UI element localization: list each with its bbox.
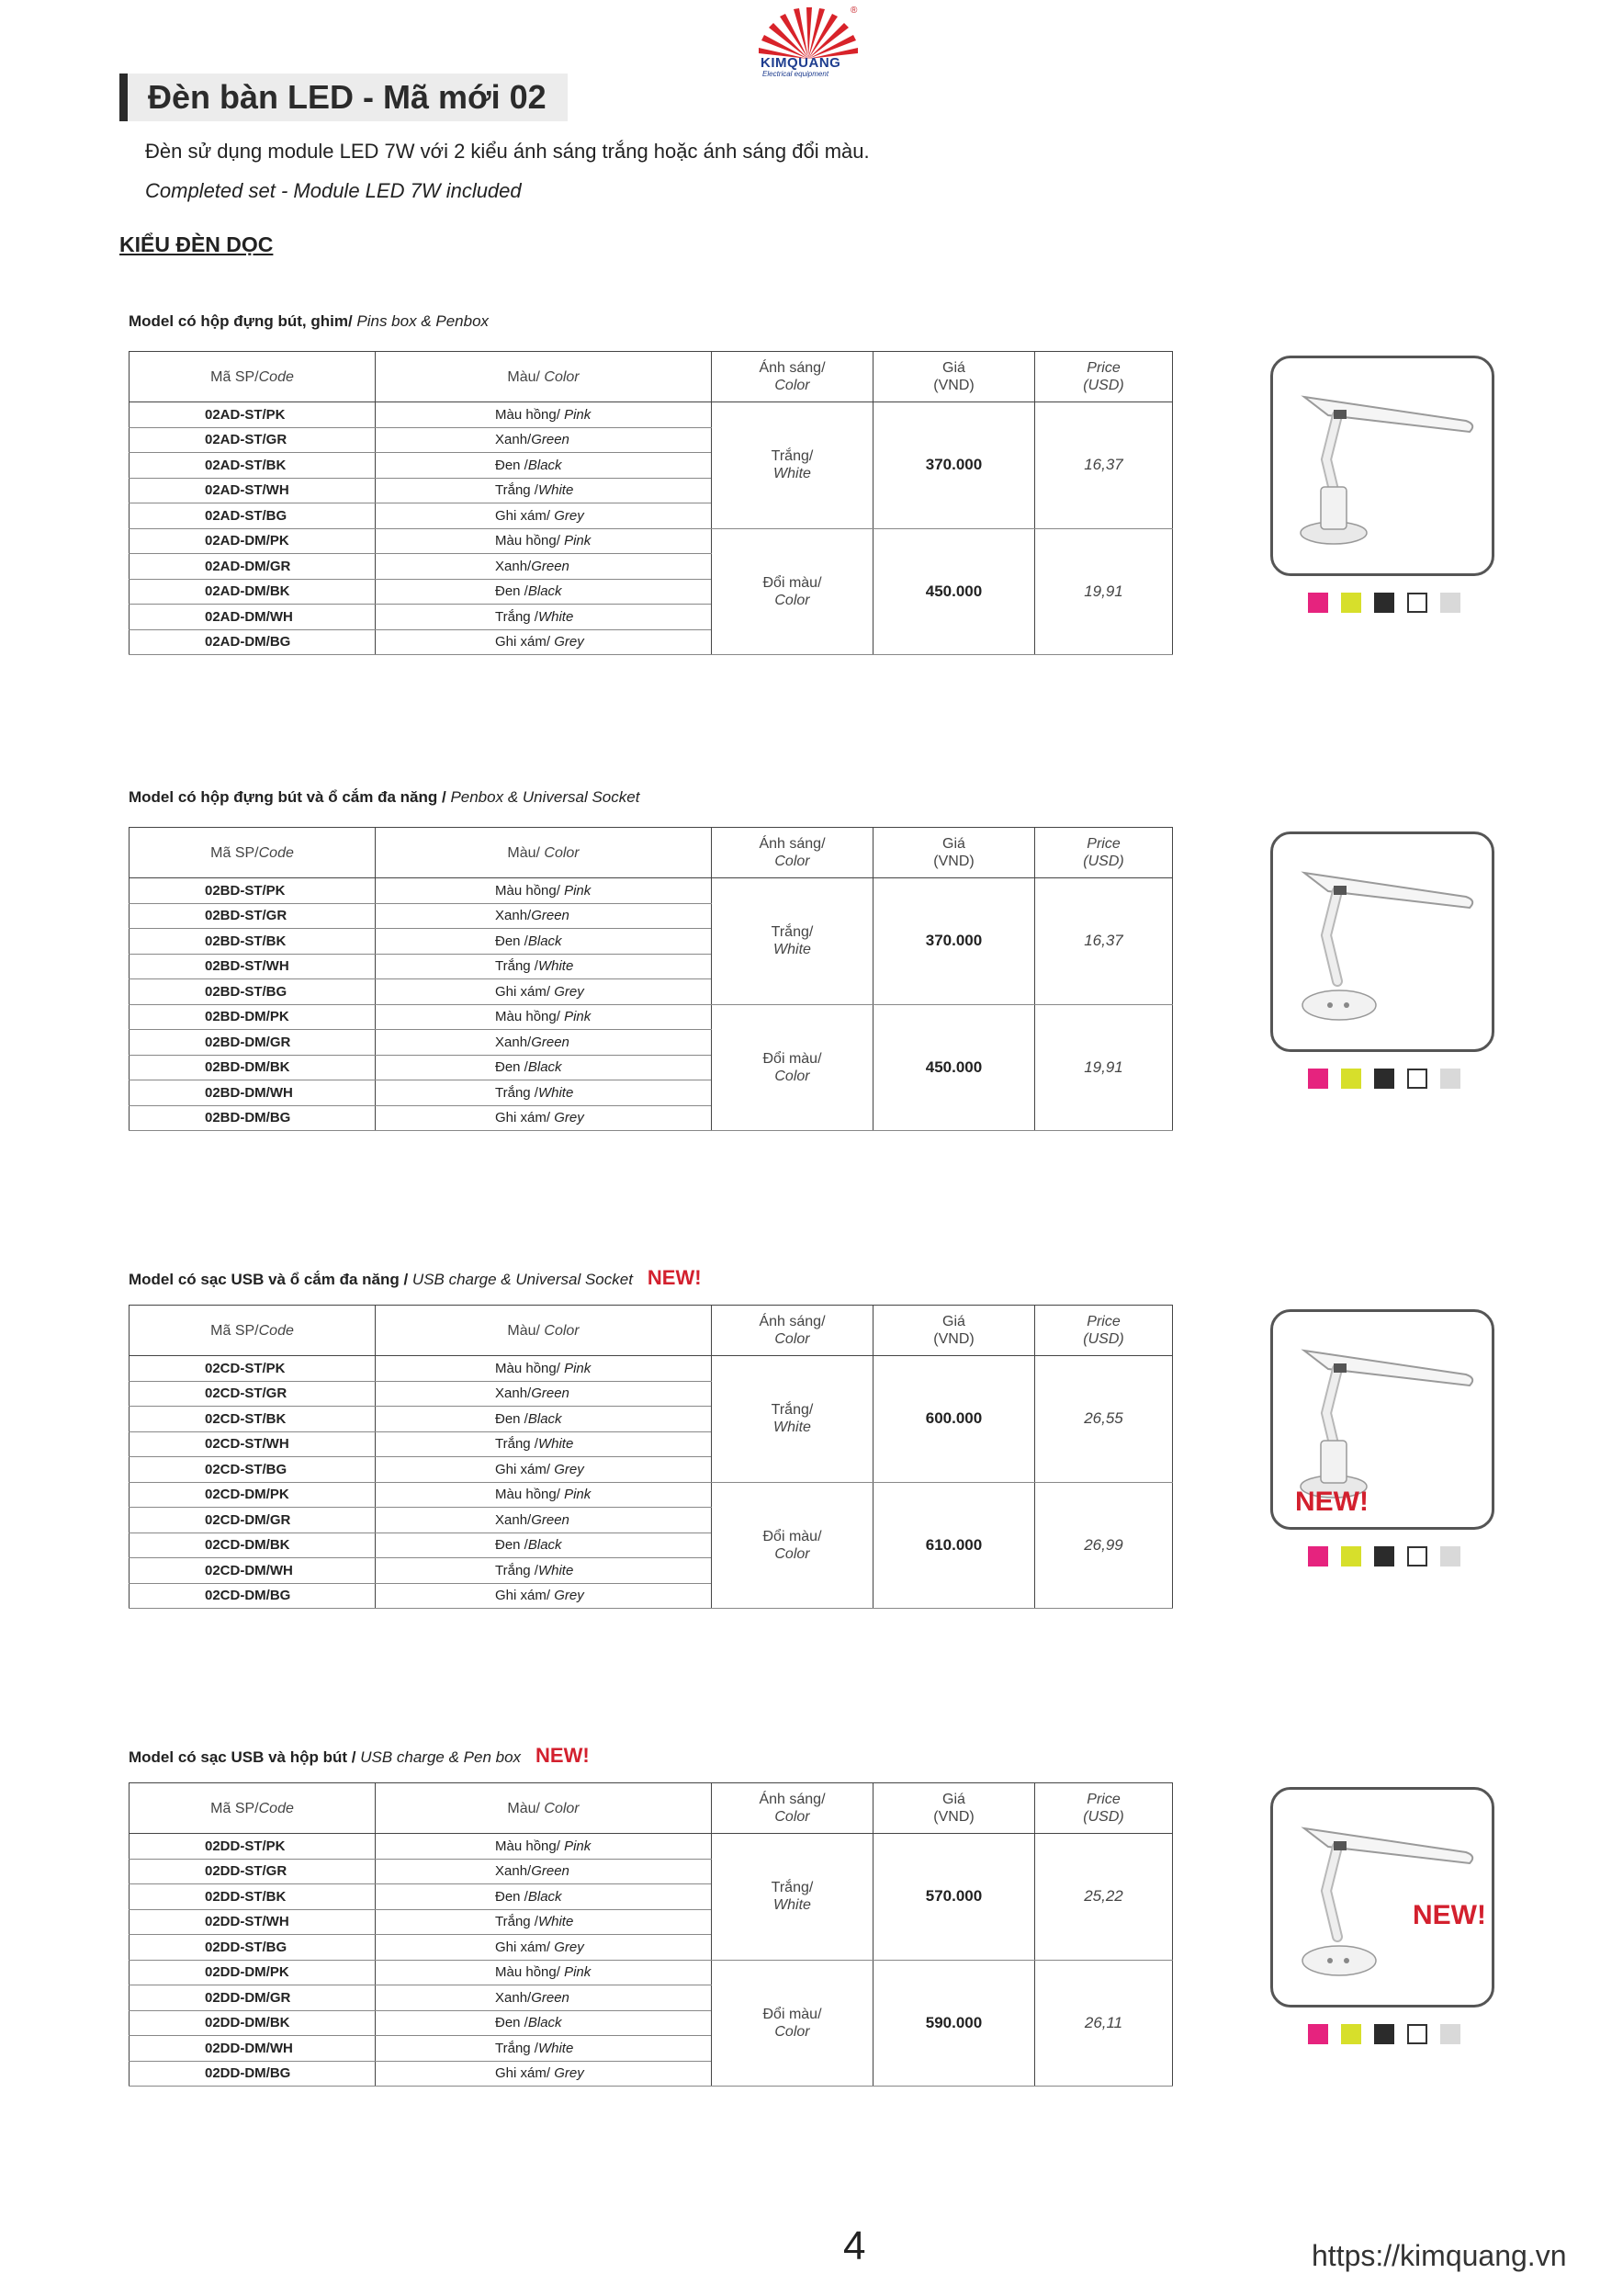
color-swatch [1308, 2024, 1328, 2044]
product-color: Màu hồng/ Pink [376, 402, 712, 428]
product-code: 02BD-DM/PK [130, 1004, 376, 1030]
product-color: Xanh/Green [376, 554, 712, 580]
table-row [130, 1356, 1173, 1382]
product-color: Xanh/Green [376, 903, 712, 929]
new-badge: NEW! [647, 1266, 702, 1289]
price-vnd: 450.000 [873, 1004, 1035, 1131]
product-color: Trắng /White [376, 1080, 712, 1106]
product-code: 02DD-DM/BG [130, 2061, 376, 2087]
header-color: Màu/ Color [376, 352, 712, 402]
product-code: 02AD-ST/BK [130, 453, 376, 479]
product-color: Trắng /White [376, 2036, 712, 2062]
product-color: Ghi xám/ Grey [376, 1105, 712, 1131]
product-color: Màu hồng/ Pink [376, 878, 712, 904]
product-code: 02AD-DM/PK [130, 528, 376, 554]
product-color: Trắng /White [376, 954, 712, 979]
product-color: Ghi xám/ Grey [376, 2061, 712, 2087]
product-photo [1270, 356, 1494, 576]
header-light: Ánh sáng/ Color [712, 828, 873, 878]
price-vnd: 370.000 [873, 402, 1035, 529]
product-code: 02DD-ST/BK [130, 1884, 376, 1910]
section-heading: KIỂU ĐÈN DỌC [119, 232, 274, 256]
product-color: Đen /Black [376, 1884, 712, 1910]
light-type: Trắng/ White [712, 402, 873, 529]
product-color: Màu hồng/ Pink [376, 1356, 712, 1382]
product-photo [1270, 1309, 1494, 1530]
color-swatch [1374, 593, 1394, 613]
product-code: 02CD-ST/PK [130, 1356, 376, 1382]
product-color: Ghi xám/ Grey [376, 1583, 712, 1609]
registered-mark: ® [851, 6, 858, 16]
header-code: Mã SP/Code [130, 828, 376, 878]
table-row [130, 1960, 1173, 1985]
color-swatch [1374, 2024, 1394, 2044]
block-title [129, 1744, 590, 1768]
product-color: Ghi xám/ Grey [376, 503, 712, 529]
header-price-usd: Price (USD) [1035, 828, 1173, 878]
table-header [130, 1783, 1173, 1834]
product-code: 02DD-DM/BK [130, 2010, 376, 2036]
block-title-en: Pins box & Penbox [356, 312, 490, 330]
price-usd: 26,11 [1035, 1960, 1173, 2087]
price-vnd: 590.000 [873, 1960, 1035, 2087]
product-color: Đen /Black [376, 453, 712, 479]
block-title-vi: Model có sạc USB và hộp bút / [129, 1748, 361, 1766]
header-color: Màu/ Color [376, 1783, 712, 1834]
desk-lamp-icon [1273, 1790, 1492, 2005]
product-code: 02AD-DM/GR [130, 554, 376, 580]
description-english: Completed set - Module LED 7W included [145, 179, 522, 202]
product-color: Màu hồng/ Pink [376, 1482, 712, 1508]
block-title [129, 788, 639, 807]
product-color: Xanh/Green [376, 1381, 712, 1407]
color-swatch [1341, 1069, 1361, 1089]
block-title-vi: Model có hộp đựng bút và ổ cắm đa năng / [129, 788, 451, 806]
color-swatch [1308, 593, 1328, 613]
color-swatch [1374, 1069, 1394, 1089]
price-usd: 19,91 [1035, 1004, 1173, 1131]
product-code: 02CD-DM/GR [130, 1508, 376, 1533]
page-title: Đèn bàn LED - Mã mới 02 [119, 74, 568, 121]
product-code: 02CD-DM/BK [130, 1533, 376, 1558]
table-row [130, 528, 1173, 554]
color-swatch [1308, 1546, 1328, 1566]
price-usd: 25,22 [1035, 1834, 1173, 1961]
product-color: Xanh/Green [376, 1859, 712, 1884]
product-color: Trắng /White [376, 605, 712, 630]
price-vnd: 450.000 [873, 528, 1035, 655]
product-color: Đen /Black [376, 1407, 712, 1432]
brand-tagline: Electrical equipment [762, 70, 829, 78]
product-color: Đen /Black [376, 2010, 712, 2036]
price-usd: 26,55 [1035, 1356, 1173, 1483]
product-color: Trắng /White [376, 478, 712, 503]
product-color: Ghi xám/ Grey [376, 979, 712, 1005]
product-code: 02DD-ST/PK [130, 1834, 376, 1860]
price-table [129, 827, 1173, 1131]
product-color: Xanh/Green [376, 1030, 712, 1056]
product-code: 02BD-ST/BG [130, 979, 376, 1005]
header-code: Mã SP/Code [130, 352, 376, 402]
desk-lamp-icon [1273, 358, 1492, 573]
light-type: Trắng/ White [712, 878, 873, 1005]
product-code: 02AD-DM/BG [130, 629, 376, 655]
product-code: 02DD-ST/WH [130, 1909, 376, 1935]
product-code: 02BD-DM/BK [130, 1055, 376, 1080]
header-color: Màu/ Color [376, 1306, 712, 1356]
block-title [129, 312, 489, 331]
product-color: Xanh/Green [376, 1508, 712, 1533]
brand-name: KIMQUANG [761, 55, 841, 71]
logo-sunburst-icon [753, 6, 863, 61]
color-swatch [1440, 593, 1460, 613]
product-code: 02DD-DM/PK [130, 1960, 376, 1985]
header-price-vnd: Giá (VND) [873, 1783, 1035, 1834]
product-color: Màu hồng/ Pink [376, 1004, 712, 1030]
header-price-vnd: Giá (VND) [873, 352, 1035, 402]
brand-logo [753, 6, 882, 79]
color-swatch [1440, 1069, 1460, 1089]
product-code: 02DD-ST/BG [130, 1935, 376, 1961]
product-color: Màu hồng/ Pink [376, 1834, 712, 1860]
color-swatch [1407, 2024, 1427, 2044]
price-table [129, 1782, 1173, 2087]
table-header [130, 352, 1173, 402]
product-code: 02CD-ST/BK [130, 1407, 376, 1432]
light-type: Đổi màu/ Color [712, 1004, 873, 1131]
product-color: Trắng /White [376, 1909, 712, 1935]
color-swatch [1341, 593, 1361, 613]
product-color: Trắng /White [376, 1558, 712, 1584]
page-number: 4 [843, 2223, 866, 2268]
product-color: Xanh/Green [376, 1985, 712, 2011]
header-price-vnd: Giá (VND) [873, 828, 1035, 878]
price-vnd: 600.000 [873, 1356, 1035, 1483]
light-type: Trắng/ White [712, 1356, 873, 1483]
price-usd: 26,99 [1035, 1482, 1173, 1609]
product-code: 02AD-ST/BG [130, 503, 376, 529]
header-price-usd: Price (USD) [1035, 352, 1173, 402]
product-color: Màu hồng/ Pink [376, 528, 712, 554]
price-usd: 19,91 [1035, 528, 1173, 655]
product-color: Màu hồng/ Pink [376, 1960, 712, 1985]
product-code: 02DD-ST/GR [130, 1859, 376, 1884]
product-color: Đen /Black [376, 929, 712, 955]
product-code: 02DD-DM/WH [130, 2036, 376, 2062]
table-row [130, 878, 1173, 904]
header-price-vnd: Giá (VND) [873, 1306, 1035, 1356]
block-title-vi: Model có hộp đựng bút, ghim/ [129, 312, 357, 330]
product-code: 02CD-DM/BG [130, 1583, 376, 1609]
product-code: 02AD-ST/PK [130, 402, 376, 428]
product-code: 02CD-ST/BG [130, 1457, 376, 1483]
product-code: 02AD-ST/WH [130, 478, 376, 503]
product-code: 02CD-DM/WH [130, 1558, 376, 1584]
product-color: Đen /Black [376, 579, 712, 605]
table-header [130, 1306, 1173, 1356]
price-usd: 16,37 [1035, 402, 1173, 529]
light-type: Đổi màu/ Color [712, 1960, 873, 2087]
product-code: 02BD-DM/GR [130, 1030, 376, 1056]
header-code: Mã SP/Code [130, 1306, 376, 1356]
product-code: 02DD-DM/GR [130, 1985, 376, 2011]
photo-new-badge: NEW! [1413, 1900, 1486, 1930]
product-color: Ghi xám/ Grey [376, 629, 712, 655]
product-color: Ghi xám/ Grey [376, 1935, 712, 1961]
header-code: Mã SP/Code [130, 1783, 376, 1834]
product-code: 02BD-ST/WH [130, 954, 376, 979]
product-code: 02BD-DM/WH [130, 1080, 376, 1106]
product-color: Đen /Black [376, 1533, 712, 1558]
color-swatch [1407, 593, 1427, 613]
table-row [130, 402, 1173, 428]
price-vnd: 370.000 [873, 878, 1035, 1005]
header-price-usd: Price (USD) [1035, 1783, 1173, 1834]
header-color: Màu/ Color [376, 828, 712, 878]
price-table [129, 1305, 1173, 1609]
table-row [130, 1834, 1173, 1860]
table-row [130, 1004, 1173, 1030]
product-code: 02BD-ST/PK [130, 878, 376, 904]
product-color: Đen /Black [376, 1055, 712, 1080]
block-title [129, 1266, 702, 1290]
light-type: Trắng/ White [712, 1834, 873, 1961]
price-vnd: 610.000 [873, 1482, 1035, 1609]
product-photo [1270, 831, 1494, 1052]
product-code: 02CD-ST/WH [130, 1431, 376, 1457]
table-header [130, 828, 1173, 878]
price-vnd: 570.000 [873, 1834, 1035, 1961]
desk-lamp-icon [1273, 834, 1492, 1049]
header-price-usd: Price (USD) [1035, 1306, 1173, 1356]
product-code: 02AD-DM/WH [130, 605, 376, 630]
description-vietnamese: Đèn sử dụng module LED 7W với 2 kiểu ánh sáng trắng hoặc ánh sáng đổi màu. [145, 140, 870, 163]
photo-new-badge: NEW! [1295, 1487, 1369, 1517]
table-row [130, 1482, 1173, 1508]
header-light: Ánh sáng/ Color [712, 1306, 873, 1356]
color-swatch [1407, 1069, 1427, 1089]
header-light: Ánh sáng/ Color [712, 1783, 873, 1834]
product-code: 02CD-DM/PK [130, 1482, 376, 1508]
product-color: Ghi xám/ Grey [376, 1457, 712, 1483]
color-swatch [1440, 1546, 1460, 1566]
block-title-en: USB charge & Universal Socket [411, 1271, 633, 1288]
color-swatch [1341, 1546, 1361, 1566]
product-color: Trắng /White [376, 1431, 712, 1457]
price-usd: 16,37 [1035, 878, 1173, 1005]
product-photo [1270, 1787, 1494, 2008]
new-badge: NEW! [535, 1744, 590, 1767]
product-code: 02BD-ST/BK [130, 929, 376, 955]
color-swatch [1308, 1069, 1328, 1089]
block-title-en: USB charge & Pen box [360, 1748, 522, 1766]
block-title-en: Penbox & Universal Socket [450, 788, 640, 806]
color-swatch [1341, 2024, 1361, 2044]
product-code: 02AD-DM/BK [130, 579, 376, 605]
color-swatch [1440, 2024, 1460, 2044]
product-code: 02CD-ST/GR [130, 1381, 376, 1407]
product-code: 02BD-ST/GR [130, 903, 376, 929]
website-link[interactable]: https://kimquang.vn [1312, 2239, 1567, 2272]
block-title-vi: Model có sạc USB và ổ cắm đa năng / [129, 1271, 412, 1288]
product-color: Xanh/Green [376, 427, 712, 453]
light-type: Đổi màu/ Color [712, 1482, 873, 1609]
light-type: Đổi màu/ Color [712, 528, 873, 655]
product-code: 02AD-ST/GR [130, 427, 376, 453]
product-code: 02BD-DM/BG [130, 1105, 376, 1131]
color-swatch [1374, 1546, 1394, 1566]
header-light: Ánh sáng/ Color [712, 352, 873, 402]
color-swatch [1407, 1546, 1427, 1566]
price-table [129, 351, 1173, 655]
